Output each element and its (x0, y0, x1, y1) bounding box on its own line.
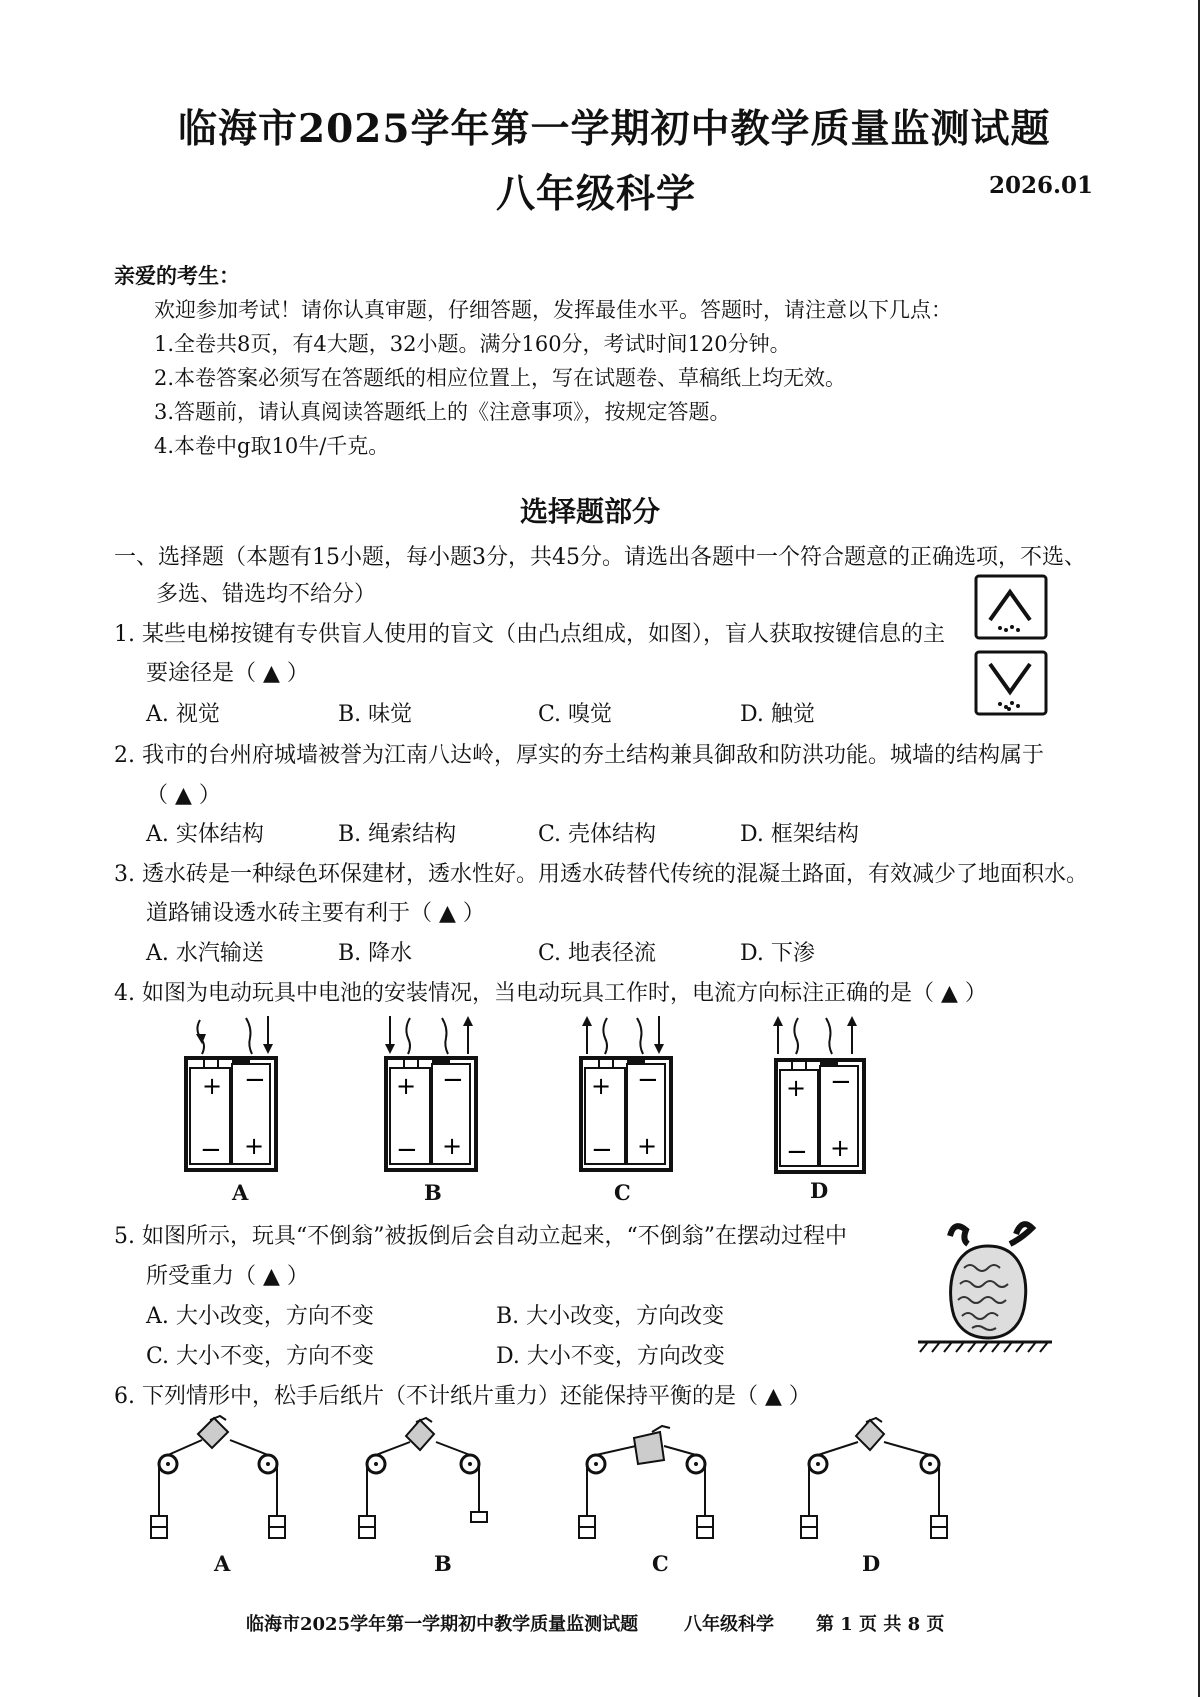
svg-text:+: + (244, 1132, 265, 1160)
figure-label-c: C (614, 1180, 631, 1205)
svg-text:+: + (202, 1072, 223, 1100)
notice-item: 3.答题前，请认真阅读答题纸上的《注意事项》，按规定答题。 (154, 400, 731, 424)
figure-label-a: A (232, 1180, 249, 1205)
exam-subject: 八年级科学 (496, 171, 697, 217)
figure-label-c: C (652, 1551, 669, 1576)
option-d: D. 大小不变，方向改变 (496, 1344, 725, 1369)
question-5: 5. 如图所示，玩具“不倒翁”被扳倒后会自动立起来，“不倒翁”在摆动过程中 (114, 1224, 847, 1249)
svg-text:+: + (396, 1072, 417, 1100)
figure-label-b: B (424, 1180, 442, 1205)
option-d: D. 框架结构 (740, 822, 859, 847)
option-b: B. 味觉 (338, 702, 413, 727)
option-c: C. 壳体结构 (538, 822, 657, 847)
option-c: C. 大小不变，方向不变 (146, 1344, 375, 1369)
section-heading: 选择题部分 (520, 495, 661, 528)
question-2: 2. 我市的台州府城墙被誉为江南八达岭，厚实的夯土结构兼具御敌和防洪功能。城墙的结构属于 (114, 743, 1044, 768)
notice-item: 4.本卷中g取10牛/千克。 (154, 434, 390, 458)
figure-label-d: D (810, 1178, 829, 1203)
svg-text:−: − (830, 1067, 852, 1097)
pulley-figure-b (358, 1412, 508, 1542)
svg-text:−: − (786, 1137, 808, 1167)
battery-figure-c (575, 1010, 685, 1175)
option-a: A. 水汽输送 (146, 941, 264, 966)
battery-figure-a (180, 1010, 290, 1175)
question-2-stem: （ ▲ ） (146, 783, 221, 808)
exam-date: 2026.01 (989, 172, 1094, 199)
figure-label-a: A (214, 1551, 231, 1576)
svg-text:+: + (591, 1072, 612, 1100)
notice-intro: 欢迎参加考试！请你认真审题，仔细答题，发挥最佳水平。答题时，请注意以下几点： (154, 298, 952, 322)
question-1-stem: 要途径是（ ▲ ） (146, 661, 309, 686)
option-a: A. 大小改变，方向不变 (146, 1304, 374, 1329)
braille-buttons-figure (972, 572, 1052, 722)
svg-text:+: + (442, 1132, 463, 1160)
question-3: 3. 透水砖是一种绿色环保建材，透水性好。用透水砖替代传统的混凝土路面，有效减少了地面积水。 (114, 862, 1088, 887)
pulley-figure-c (578, 1412, 728, 1542)
option-b: B. 大小改变，方向改变 (496, 1304, 725, 1329)
question-5-stem: 所受重力（ ▲ ） (146, 1264, 309, 1289)
battery-figure-d (770, 1010, 880, 1175)
option-c: C. 地表径流 (538, 941, 657, 966)
option-d: D. 触觉 (740, 702, 815, 727)
roly-poly-toy-figure (910, 1218, 1060, 1358)
footer-subject: 八年级科学 (684, 1614, 774, 1635)
option-b: B. 绳索结构 (338, 822, 457, 847)
svg-text:−: − (637, 1065, 659, 1095)
notice-item: 1.全卷共8页，有4大题，32小题。满分160分，考试时间120分钟。 (154, 332, 791, 356)
question-4: 4. 如图为电动玩具中电池的安装情况，当电动玩具工作时，电流方向标注正确的是（ ▲ ） (114, 981, 987, 1006)
question-6: 6. 下列情形中，松手后纸片（不计纸片重力）还能保持平衡的是（ ▲ ） (114, 1384, 811, 1409)
pulley-figure-a (150, 1412, 300, 1542)
part-instructions: 一、选择题（本题有15小题，每小题3分，共45分。请选出各题中一个符合题意的正确选项，不选、 (114, 545, 1086, 570)
svg-text:−: − (244, 1065, 266, 1095)
svg-text:−: − (396, 1135, 418, 1165)
footer-page-number: 第 1 页 共 8 页 (816, 1614, 945, 1635)
svg-text:−: − (442, 1065, 464, 1095)
option-a: A. 视觉 (146, 702, 220, 727)
pulley-figure-d (800, 1412, 950, 1542)
svg-text:−: − (200, 1135, 222, 1165)
part-instructions-cont: 多选、错选均不给分） (156, 582, 377, 607)
notice-item: 2.本卷答案必须写在答题纸的相应位置上，写在试题卷、草稿纸上均无效。 (154, 366, 847, 390)
notice-greeting: 亲爱的考生： (114, 263, 240, 288)
svg-text:+: + (786, 1074, 807, 1102)
exam-title: 临海市2025学年第一学期初中教学质量监测试题 (178, 106, 1051, 152)
footer-exam-title: 临海市2025学年第一学期初中教学质量监测试题 (246, 1614, 639, 1635)
figure-label-d: D (862, 1551, 881, 1576)
svg-text:−: − (591, 1135, 613, 1165)
option-b: B. 降水 (338, 941, 413, 966)
question-1: 1. 某些电梯按键有专供盲人使用的盲文（由凸点组成，如图），盲人获取按键信息的主 (114, 622, 945, 647)
option-d: D. 下渗 (740, 941, 815, 966)
option-a: A. 实体结构 (146, 822, 264, 847)
question-3-stem: 道路铺设透水砖主要有利于（ ▲ ） (146, 901, 485, 926)
svg-text:+: + (830, 1134, 851, 1162)
option-c: C. 嗅觉 (538, 702, 613, 727)
svg-text:+: + (637, 1132, 658, 1160)
battery-figure-b (380, 1010, 490, 1175)
figure-label-b: B (434, 1551, 452, 1576)
